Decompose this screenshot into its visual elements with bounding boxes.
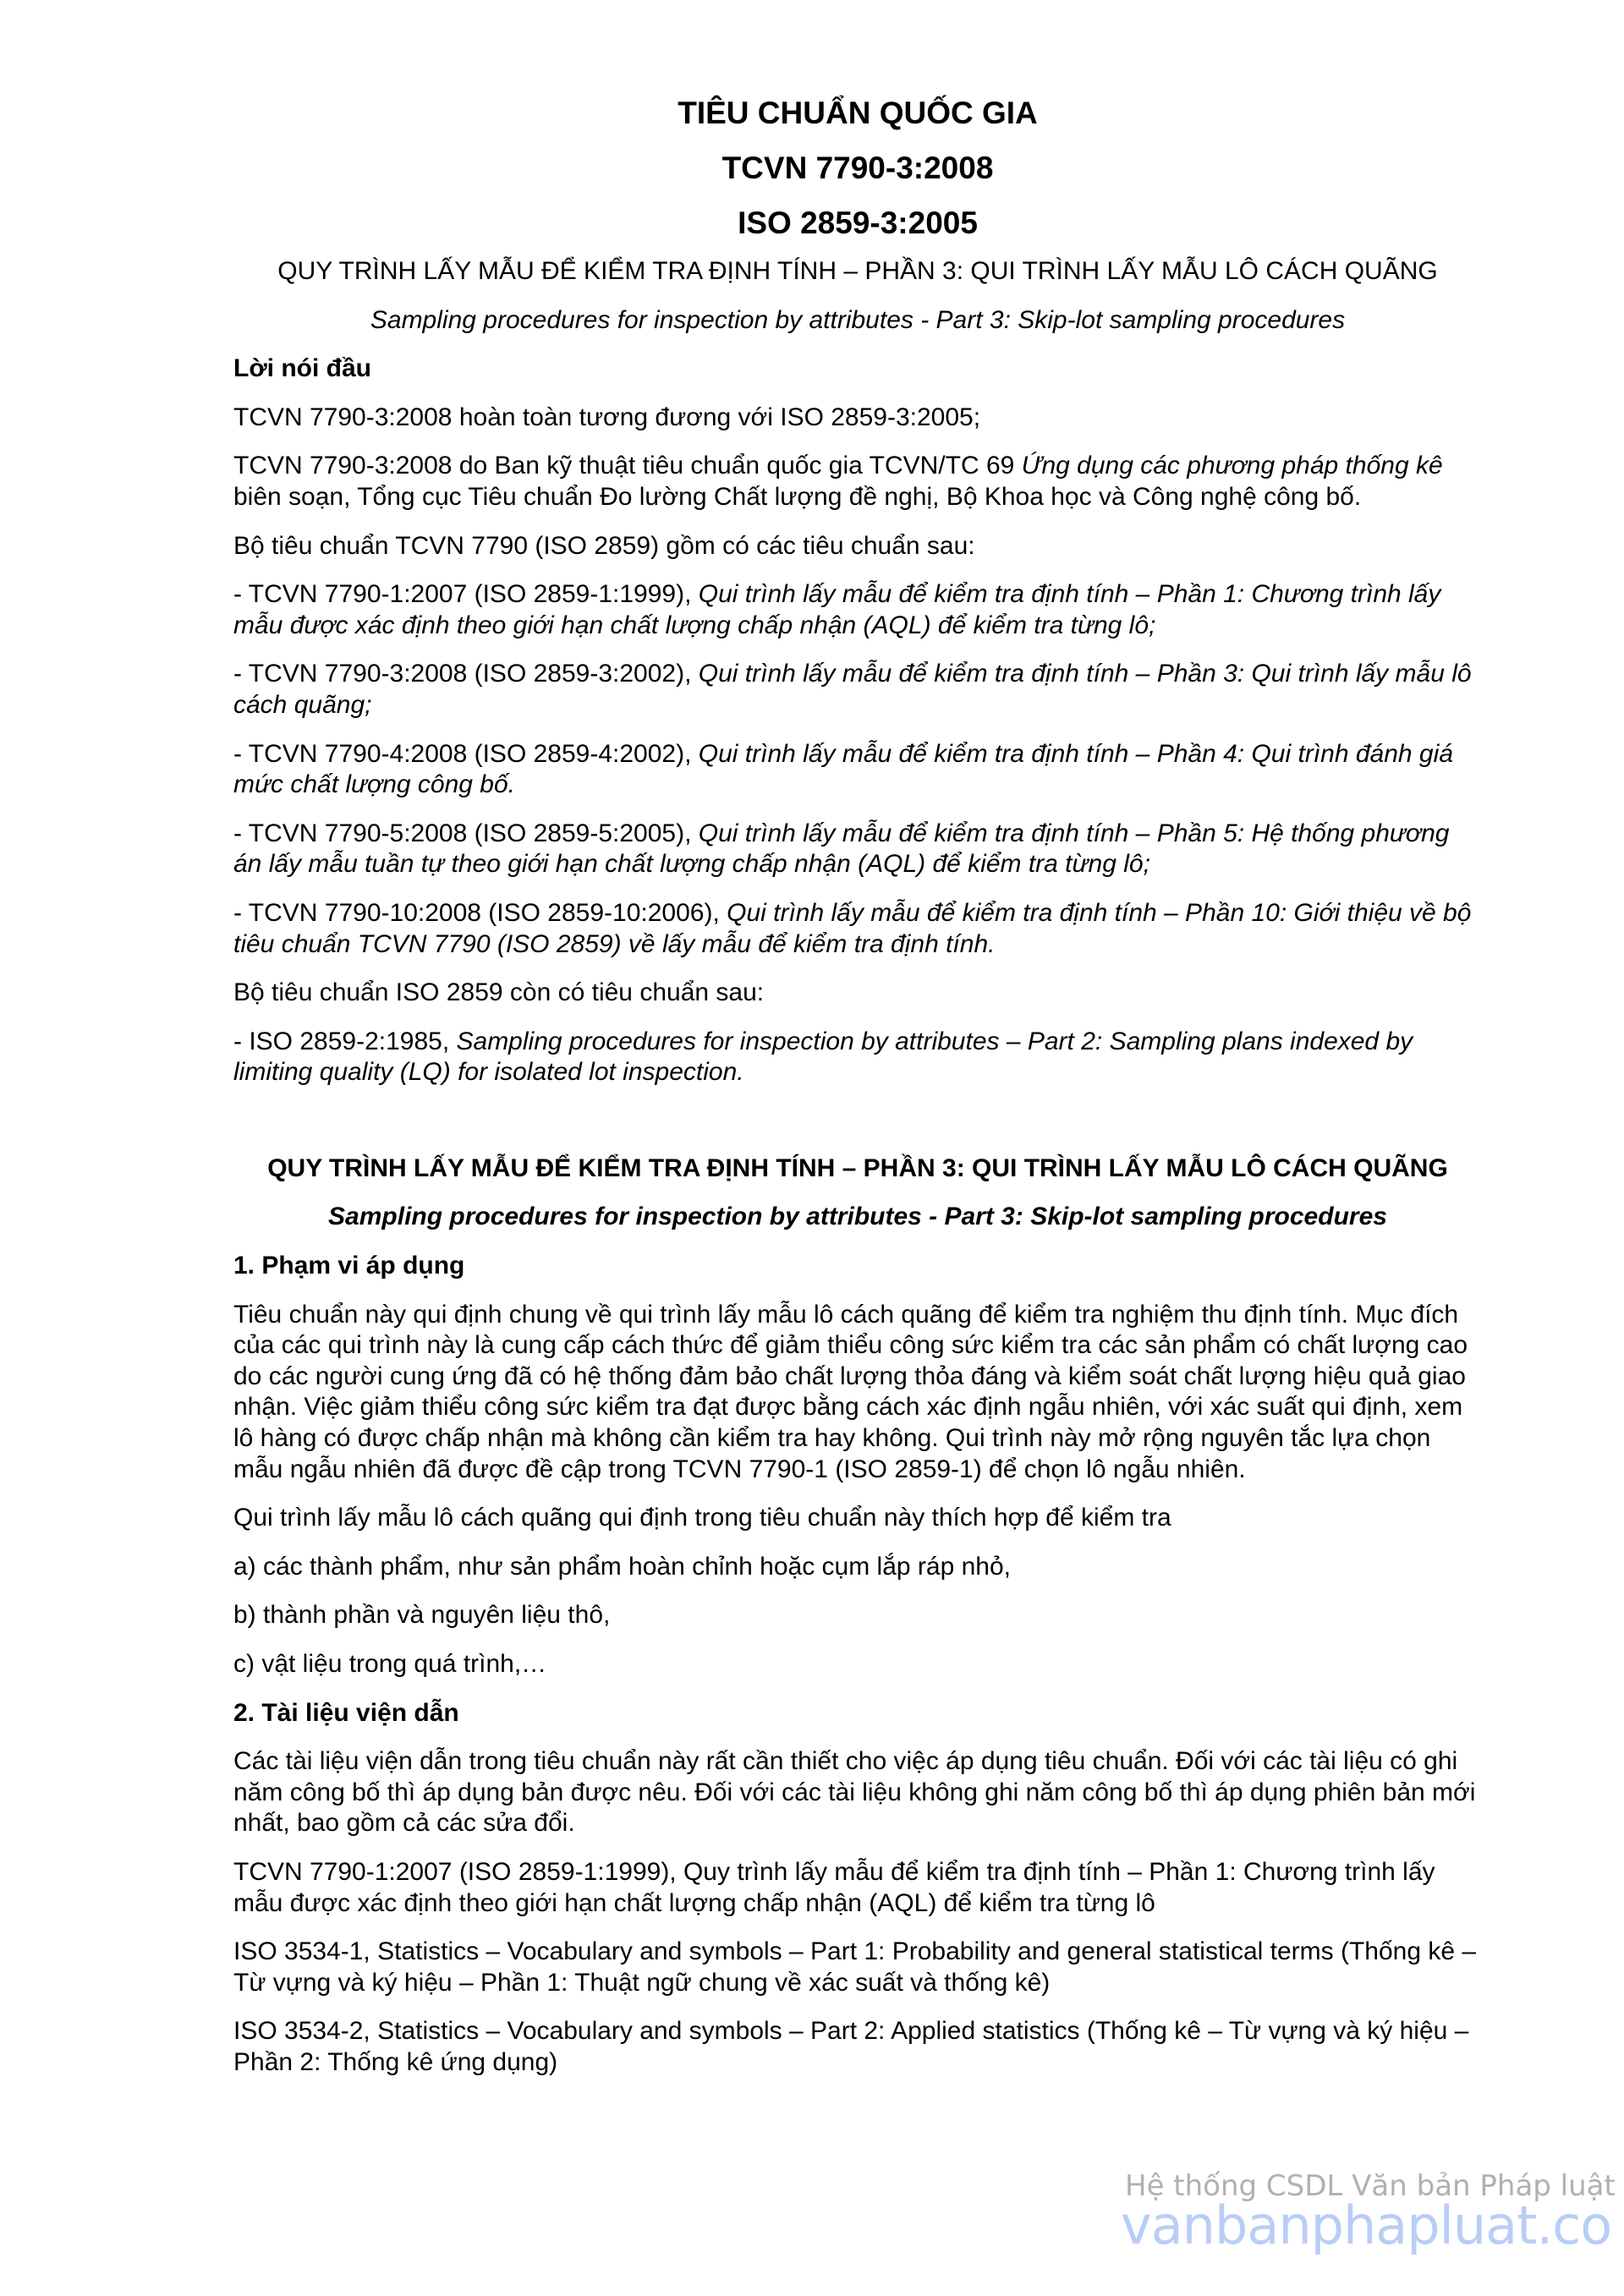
foreword-p2 [233,451,1482,512]
standard-code: - TCVN 7790-5:2008 (ISO 2859-5:2005), [233,819,699,847]
list-item: c) vật liệu trong quá trình,… [233,1650,547,1678]
standard-item [233,1027,1482,1088]
foreword-p1: TCVN 7790-3:2008 hoàn toàn tương đương với ISO 2859-3:2005; [233,403,981,431]
standard-title: Qui trình lấy mẫu để kiểm tra định tính – Phần 1: Chương trình lấy mẫu được xác định theo giới hạn chất lượng chấp nhận (AQL) để kiểm tra từng lô; [233,580,1441,639]
subtitle-en-text: Sampling procedures for inspection by attributes - Part 3: Skip-lot sampling procedures [370,305,1346,334]
foreword-heading: Lời nói đầu [233,354,371,383]
reference-item: TCVN 7790-1:2007 (ISO 2859-1:1999), Quy trình lấy mẫu để kiểm tra định tính – Phần 1: Chương trình lấy mẫu được xác định theo giới hạn chất lượng chấp nhận (AQL) để kiểm tra từng lô [233,1857,1435,1917]
standard-code: - TCVN 7790-1:2007 (ISO 2859-1:1999), [233,580,699,609]
text: biên soạn, Tổng cục Tiêu chuẩn Đo lường Chất lượng đề nghị, Bộ Khoa học và Công nghệ công bố. [233,482,1362,511]
standard-title: Qui trình lấy mẫu để kiểm tra định tính – Phần 3: Qui trình lấy mẫu lô cách quãng; [233,660,1472,719]
committee-name: Ứng dụng các phương pháp thống kê [1021,452,1443,480]
watermark-line1: Hệ thống CSDL Văn bản Pháp luật [1125,2169,1616,2203]
section-1-heading: 1. Phạm vi áp dụng [233,1252,465,1280]
section-1-p2: Qui trình lấy mẫu lô cách quãng qui định trong tiêu chuẩn này thích hợp để kiểm tra [233,1504,1171,1532]
subtitle-vi: QUY TRÌNH LẤY MẪU ĐỂ KIỂM TRA ĐỊNH TÍNH – PHẦN 3: QUI TRÌNH LẤY MẪU LÔ CÁCH QUÃNG [277,257,1438,285]
standard-code: - ISO 2859-2:1985, [233,1027,457,1055]
foreword-p3: Bộ tiêu chuẩn TCVN 7790 (ISO 2859) gồm có các tiêu chuẩn sau: [233,531,975,560]
body-title-vi: QUY TRÌNH LẤY MẪU ĐỂ KIỂM TRA ĐỊNH TÍNH – PHẦN 3: QUI TRÌNH LẤY MẪU LÔ CÁCH QUÃNG [267,1153,1448,1182]
body-title-en-text: Sampling procedures for inspection by attributes - Part 3: Skip-lot sampling procedures [328,1203,1387,1231]
foreword-p4: Bộ tiêu chuẩn ISO 2859 còn có tiêu chuẩn sau: [233,978,765,1007]
body-title-en [233,1202,1482,1233]
list-item: b) thành phần và nguyên liệu thô, [233,1601,611,1630]
section-2-p1: Các tài liệu viện dẫn trong tiêu chuẩn này rất cần thiết cho việc áp dụng tiêu chuẩn. Đối với các tài liệu có ghi năm công bố thì áp dụng bản được nêu. Đối với các tài liệu không ghi năm công bố thì áp dụng phiên bản mới nhất, bao gồm cả các sửa đổi. [233,1747,1476,1838]
standard-code: - TCVN 7790-10:2008 (ISO 2859-10:2006), [233,898,727,927]
standard-title: Sampling procedures for inspection by attributes – Part 2: Sampling plans indexed by limiting quality (LQ) for isolated lot inspection. [233,1027,1413,1087]
standard-title: Qui trình lấy mẫu để kiểm tra định tính – Phần 5: Hệ thống phương án lấy mẫu tuần tự theo giới hạn chất lượng chấp nhận (AQL) để kiểm tra từng lô; [233,819,1450,879]
document-title: TIÊU CHUẨN QUỐC GIA [678,96,1038,130]
standard-item [233,898,1482,960]
standard-item [233,579,1482,641]
standard-title: Qui trình lấy mẫu để kiểm tra định tính – Phần 10: Giới thiệu về bộ tiêu chuẩn TCVN 7790 (ISO 2859) về lấy mẫu để kiểm tra định tính. [233,898,1472,958]
list-item: a) các thành phẩm, như sản phẩm hoàn chỉnh hoặc cụm lắp ráp nhỏ, [233,1552,1011,1581]
section-1-p1: Tiêu chuẩn này qui định chung về qui trình lấy mẫu lô cách quãng để kiểm tra nghiệm thu định tính. Mục đích của các qui trình này là cung cấp cách thức để giảm thiểu công sức kiểm tra các sản phẩm có chất lượng cao do các người cung ứng đã có hệ thống đảm bảo chất lượng thỏa đáng và kiểm soát chất lượng hiệu quả giao nhận. Việc giảm thiểu công sức kiểm tra đạt được bằng cách xác định ngẫu nhiên, với xác suất qui định, xem lô hàng có được chấp nhận mà không cần kiểm tra hay không. Qui trình này mở rộng nguyên tắc lựa chọn mẫu ngẫu nhiên đã được đề cập trong TCVN 7790-1 (ISO 2859-1) để chọn lô ngẫu nhiên. [233,1300,1468,1483]
standard-title: Qui trình lấy mẫu để kiểm tra định tính – Phần 4: Qui trình đánh giá mức chất lượng công bố. [233,739,1453,799]
standard-item [233,739,1482,801]
iso-code: ISO 2859-3:2005 [738,205,978,240]
document-page [233,91,1482,2096]
section-2-heading: 2. Tài liệu viện dẫn [233,1698,459,1727]
reference-item: ISO 3534-2, Statistics – Vocabulary and symbols – Part 2: Applied statistics (Thống kê – Từ vựng và ký hiệu – Phần 2: Thống kê ứng dụng) [233,2017,1469,2076]
watermark-line2: vanbanphapluat.co [1121,2195,1612,2256]
standard-code: - TCVN 7790-4:2008 (ISO 2859-4:2002), [233,739,699,768]
standard-item [233,659,1482,721]
standard-code: - TCVN 7790-3:2008 (ISO 2859-3:2002), [233,660,699,688]
subtitle-en [233,305,1482,337]
text: TCVN 7790-3:2008 do Ban kỹ thuật tiêu chuẩn quốc gia TCVN/TC 69 [233,452,1022,480]
reference-item: ISO 3534-1, Statistics – Vocabulary and symbols – Part 1: Probability and general statistical terms (Thống kê – Từ vựng và ký hiệu – Phần 1: Thuật ngữ chung về xác suất và thống kê) [233,1937,1477,1997]
standard-item [233,819,1482,880]
tcvn-code: TCVN 7790-3:2008 [721,151,994,185]
